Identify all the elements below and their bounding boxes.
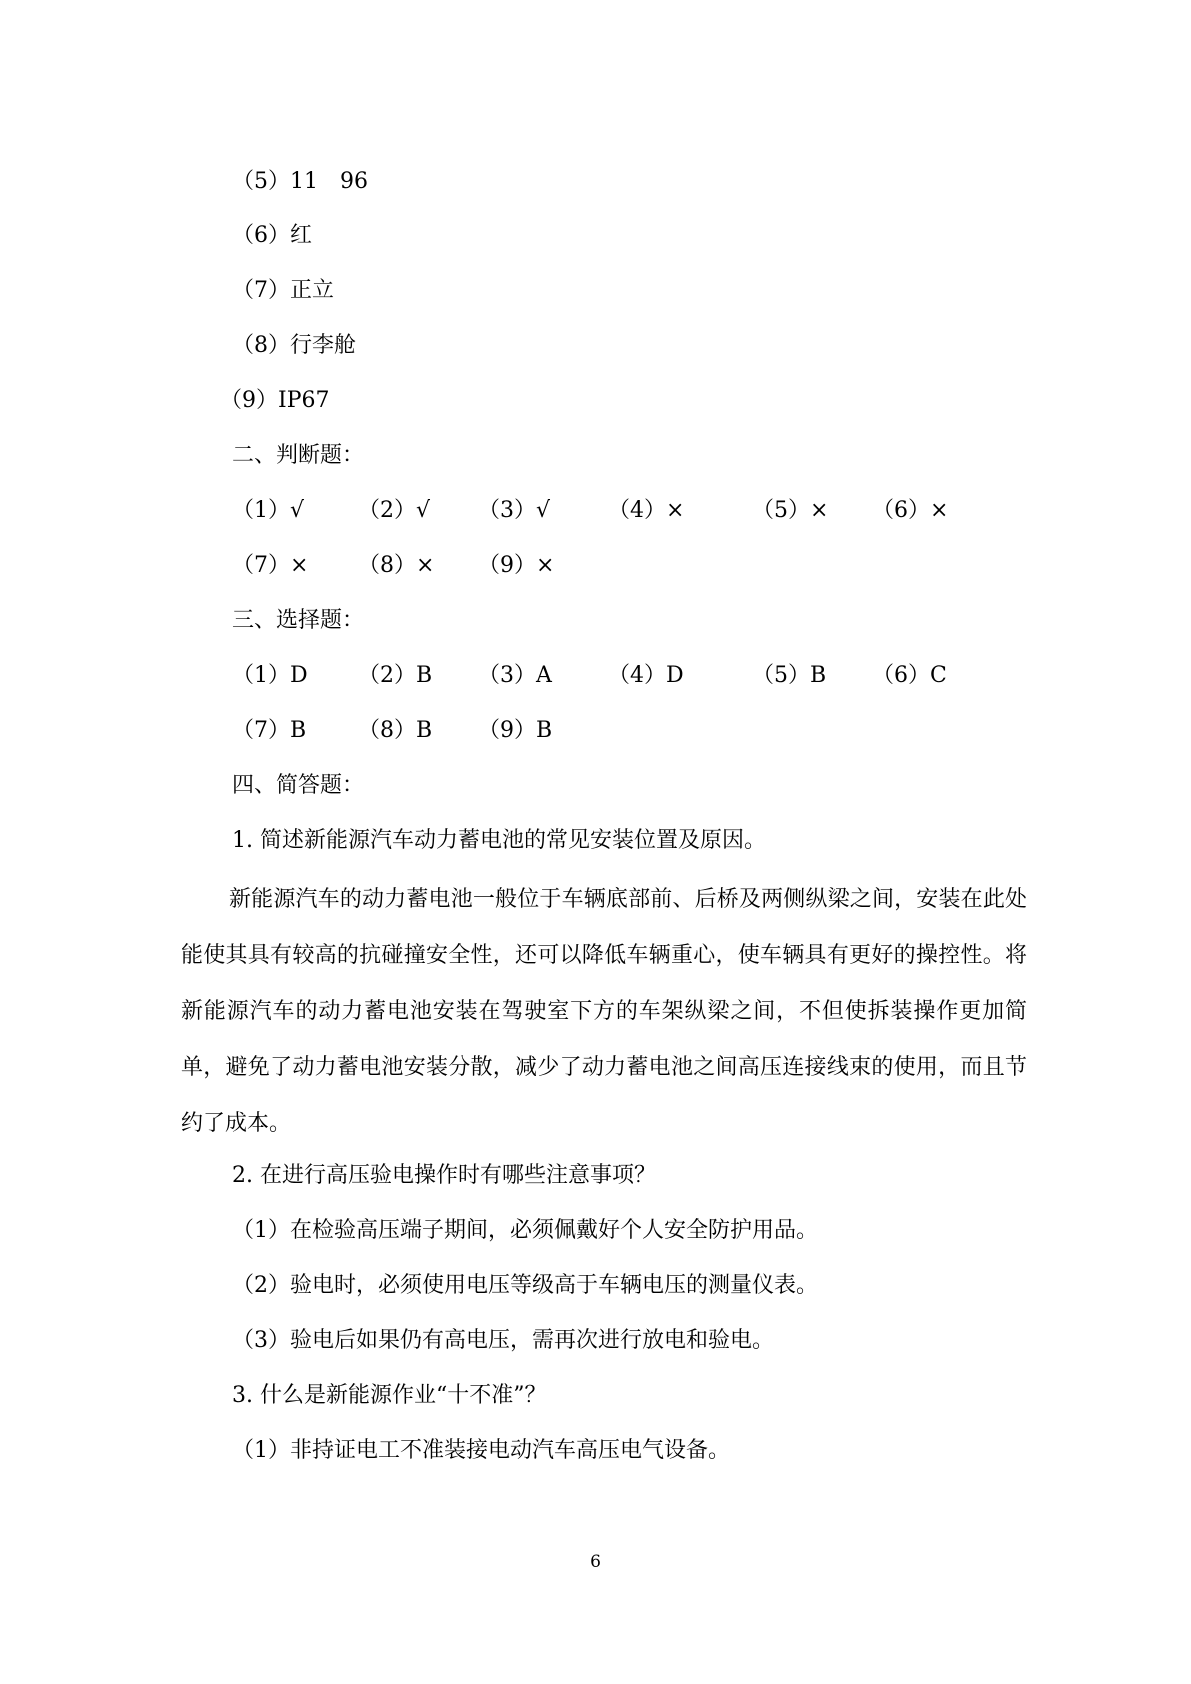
question-1: 1. 简述新能源汽车动力蓄电池的常见安装位置及原因。 [232,828,766,853]
choice-answer-1: （1）D [232,663,308,688]
choice-answer-4: （4）D [608,663,684,688]
tf-answer-1: （1）√ [232,498,305,523]
fill-answer-9: （9）IP67 [220,388,330,413]
choice-answer-2: （2）B [358,663,433,688]
tf-answer-8: （8）× [358,553,435,578]
section-heading-true-false: 二、判断题： [232,443,365,468]
question-2: 2. 在进行高压验电操作时有哪些注意事项？ [232,1163,656,1188]
choice-answer-7: （7）B [232,718,307,743]
choice-answer-9: （9）B [478,718,553,743]
choice-answer-5: （5）B [752,663,827,688]
question-3: 3. 什么是新能源作业“十不准”？ [232,1383,547,1408]
answer-1-paragraph: 新能源汽车的动力蓄电池一般位于车辆底部前、后桥及两侧纵梁之间，安装在此处能使其具有较高的抗碰撞安全性，还可以降低车辆重心，使车辆具有更好的操控性。将新能源汽车的动力蓄电池安装在驾驶室下方的车架纵梁之间，不但使拆装操作更加简单，避免了动力蓄电池安装分散，减少了动力蓄电池之间高压连接线束的使用，而且节约了成本。 [181,887,1027,1136]
choice-answer-8: （8）B [358,718,433,743]
fill-answer-8: （8）行李舱 [232,333,356,358]
tf-answer-2: （2）√ [358,498,431,523]
answer-2-point-3: （3）验电后如果仍有高电压，需再次进行放电和验电。 [232,1328,774,1353]
answer-2-point-1: （1）在检验高压端子期间，必须佩戴好个人安全防护用品。 [232,1218,818,1243]
fill-answer-6: （6）红 [232,223,312,248]
section-heading-short-answer: 四、简答题： [232,773,365,798]
tf-answer-7: （7）× [232,553,309,578]
section-heading-choice: 三、选择题： [232,608,365,633]
fill-answer-7: （7）正立 [232,278,334,303]
choice-answer-6: （6）C [872,663,947,688]
page-number: 6 [590,1552,601,1572]
tf-answer-5: （5）× [752,498,829,523]
tf-answer-3: （3）√ [478,498,551,523]
tf-answer-4: （4）× [608,498,685,523]
tf-answer-6: （6）× [872,498,949,523]
answer-3-point-1: （1）非持证电工不准装接电动汽车高压电气设备。 [232,1438,730,1463]
tf-answer-9: （9）× [478,553,555,578]
answer-2-point-2: （2）验电时，必须使用电压等级高于车辆电压的测量仪表。 [232,1273,818,1298]
choice-answer-3: （3）A [478,663,552,688]
fill-answer-5: （5）11 96 [232,169,368,194]
